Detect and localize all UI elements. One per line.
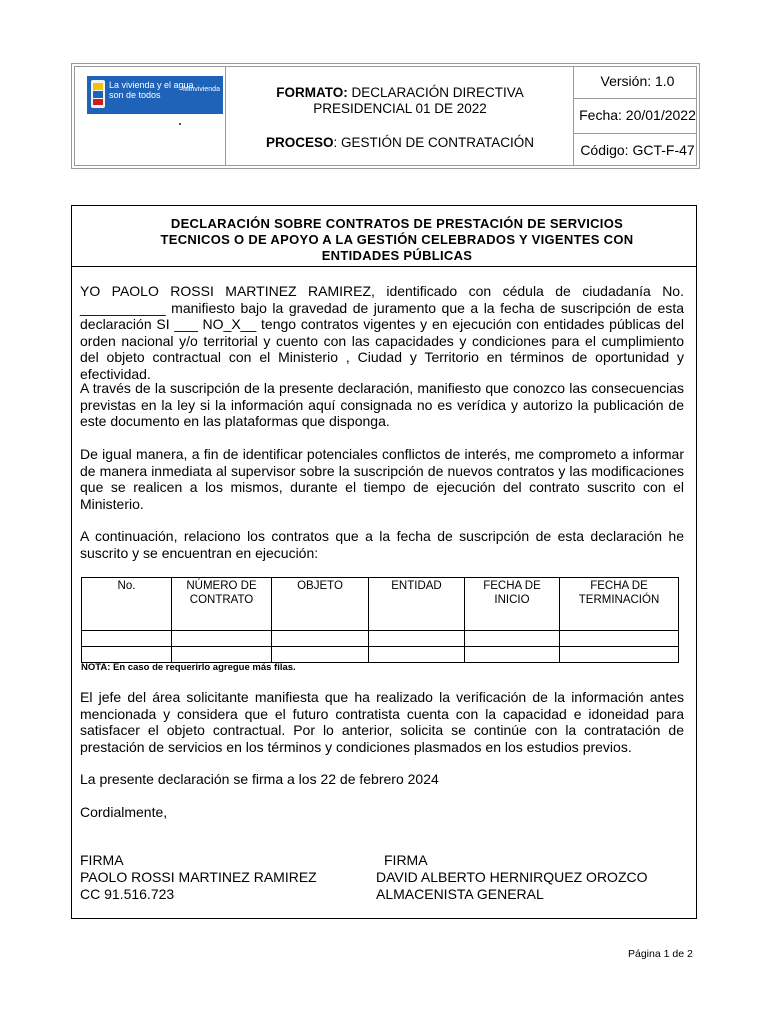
closing-text: Cordialmente, xyxy=(80,804,168,820)
coat-of-arms-icon xyxy=(91,80,105,108)
declaration-frame xyxy=(71,205,697,919)
fecha-cell: Fecha: 20/01/2022 xyxy=(579,107,696,123)
table-note: NOTA: En caso de requerirlo agregue más filas. xyxy=(81,662,296,673)
proceso-label: PROCESO xyxy=(265,135,334,150)
logo-slogan-line1: La vivienda y el agua xyxy=(109,80,194,90)
proceso-value: : GESTIÓN DE CONTRATACIÓN xyxy=(333,135,535,150)
codigo-cell: Código: GCT-F-47 xyxy=(580,142,695,158)
formato-label: FORMATO: xyxy=(276,85,348,100)
table-header-row xyxy=(82,578,679,631)
declaration-paragraph-2: A través de la suscripción de la presente declaración, manifiesto que conozco las consecuencias previstas en la ley si la información aquí consignada no es verídica y autorizo la publicación de este documento en las plataformas que disponga. xyxy=(80,380,684,429)
signer-left-block xyxy=(80,852,317,903)
signer-left-name: PAOLO ROSSI MARTINEZ RAMIREZ xyxy=(80,869,317,885)
col-header-objeto: OBJETO xyxy=(272,578,369,631)
col-header-no: No. xyxy=(82,578,172,631)
signature-date-text: La presente declaración se firma a los 22 de febrero 2024 xyxy=(80,771,439,787)
col-header-entidad: ENTIDAD xyxy=(369,578,465,631)
declaration-paragraph-4: A continuación, relaciono los contratos que a la fecha de suscripción de esta declaración he suscrito y se encuentran en ejecución: xyxy=(80,528,684,561)
col-header-numero-contrato: NÚMERO DE CONTRATO xyxy=(172,578,272,631)
proceso-title xyxy=(227,135,573,151)
declaration-paragraph-1: YO PAOLO ROSSI MARTINEZ RAMIREZ, identificado con cédula de ciudadanía No. ___________ manifiesto bajo la gravedad de juramento que a la fecha de suscripción de esta declaración SI ___ NO_X__ tengo contratos vigentes y en ejecución con entidades públicas del orden nacional y/o territorial y cuento con las capacidades y condiciones para el cumplimiento del objeto contractual con el Ministerio , Ciudad y Territorio en términos de oportunidad y efectividad. xyxy=(80,283,684,382)
logo-slogan-line2: son de todos xyxy=(109,90,161,100)
contracts-table xyxy=(81,577,679,663)
ministry-logo xyxy=(87,76,223,114)
declaration-title: DECLARACIÓN SOBRE CONTRATOS DE PRESTACIÓN DE SERVICIOS TECNICOS O DE APOYO A LA GESTIÓN CELEBRADOS Y VIGENTES CON ENTIDADES PÚBLICAS xyxy=(160,216,634,263)
logo-ministry-name: Minvivienda xyxy=(183,86,220,93)
signer-right-block xyxy=(376,852,648,903)
formato-value-1: DECLARACIÓN DIRECTIVA xyxy=(347,85,524,100)
table-row xyxy=(82,631,679,647)
signer-left-id: CC 91.516.723 xyxy=(80,886,175,902)
header-frame xyxy=(74,66,697,166)
signer-left-firma: FIRMA xyxy=(80,852,124,868)
declaration-paragraph-3: De igual manera, a fin de identificar potenciales conflictos de interés, me comprometo a informar de manera inmediata al supervisor sobre la suscripción de nuevos contratos y las modificaciones que se realicen a los mismos, durante el tiempo de ejecución del contrato suscrito con el Ministerio. xyxy=(80,446,684,512)
declaration-paragraph-5: El jefe del área solicitante manifiesta que ha realizado la verificación de la información antes mencionada y considera que el futuro contratista cuenta con la capacidad e idoneidad para satisfacer el objeto contractual. Por lo anterior, solicita se continúe con la contratación de prestación de servicios en los términos y condiciones plasmados en los estudios previos. xyxy=(80,689,684,755)
formato-title xyxy=(227,85,573,117)
col-header-fecha-inicio: FECHA DE INICIO xyxy=(465,578,560,631)
col-header-fecha-terminacion: FECHA DE TERMINACIÓN xyxy=(560,578,679,631)
signer-right-firma: FIRMA xyxy=(384,852,428,868)
version-cell: Versión: 1.0 xyxy=(600,73,675,89)
formato-value-2: PRESIDENCIAL 01 DE 2022 xyxy=(313,101,487,116)
signer-right-role: ALMACENISTA GENERAL xyxy=(376,886,544,902)
table-row xyxy=(82,647,679,663)
document-header xyxy=(71,63,700,169)
signer-right-name: DAVID ALBERTO HERNIRQUEZ OROZCO xyxy=(376,869,648,885)
page-number: Página 1 de 2 xyxy=(628,948,693,960)
